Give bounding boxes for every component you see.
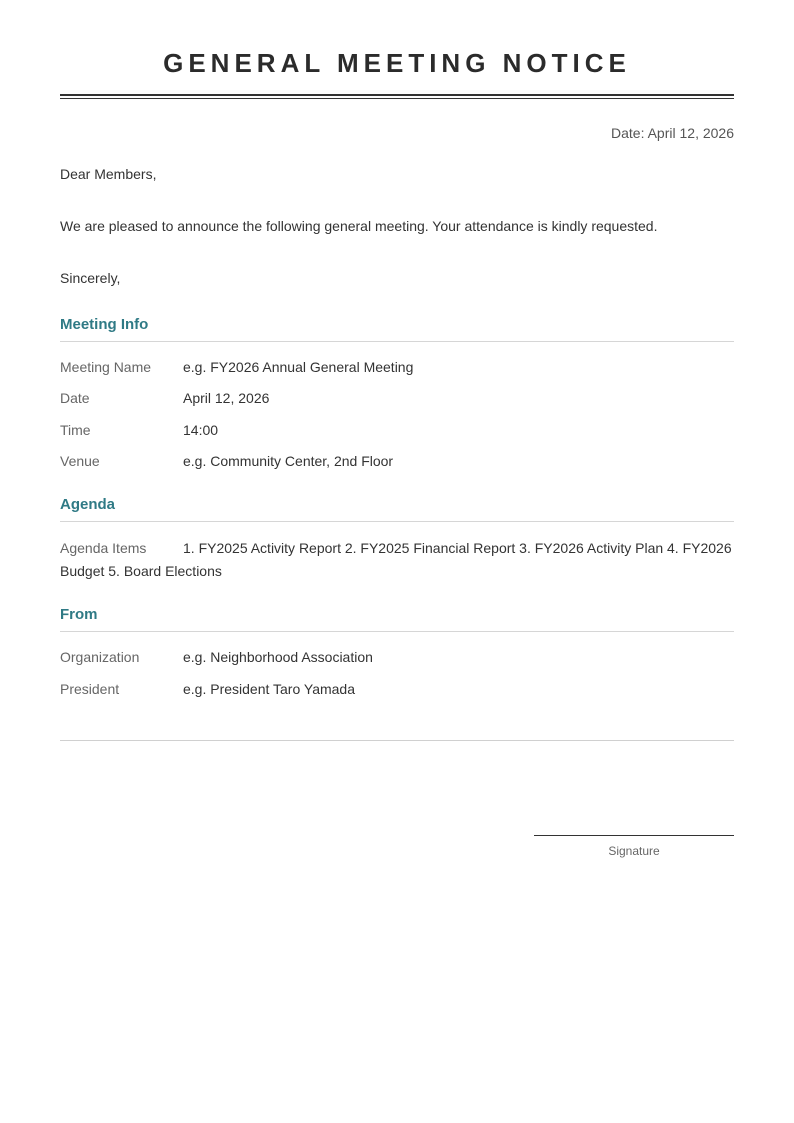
closing: Sincerely, xyxy=(60,270,121,286)
row-value: e.g. FY2026 Annual General Meeting xyxy=(183,359,414,375)
signature-line xyxy=(534,835,734,836)
row-value: April 12, 2026 xyxy=(183,390,270,406)
info-row-date xyxy=(60,387,734,410)
section-heading-agenda: Agenda xyxy=(60,496,734,522)
row-label: Agenda Items xyxy=(60,540,147,556)
date-label: Date: xyxy=(611,125,645,141)
row-label: President xyxy=(60,681,120,697)
greeting: Dear Members, xyxy=(60,166,157,182)
info-row-organization xyxy=(60,646,734,669)
info-row-time xyxy=(60,419,734,442)
info-row-venue xyxy=(60,450,734,473)
row-label: Meeting Name xyxy=(60,359,152,375)
section-heading-from: From xyxy=(60,606,734,632)
signature-label: Signature xyxy=(608,844,660,858)
info-row-meeting-name xyxy=(60,356,734,379)
row-label: Organization xyxy=(60,649,140,665)
date-value: April 12, 2026 xyxy=(647,125,734,141)
row-value: e.g. President Taro Yamada xyxy=(183,681,355,697)
row-label: Venue xyxy=(60,453,100,469)
info-row-president xyxy=(60,678,734,701)
row-value: e.g. Community Center, 2nd Floor xyxy=(183,453,394,469)
title-double-rule xyxy=(60,94,734,99)
section-heading-meeting-info: Meeting Info xyxy=(60,316,734,342)
row-value: 1. FY2025 Activity Report 2. FY2025 Financial Report 3. FY2026 Activity Plan 4. FY2026 Budget 5. Board Elections xyxy=(60,540,732,579)
document-title: GENERAL MEETING NOTICE xyxy=(163,48,631,78)
body-text: We are pleased to announce the following general meeting. Your attendance is kindly requested. xyxy=(60,218,658,234)
document-date xyxy=(611,125,734,141)
row-label: Time xyxy=(60,422,91,438)
footer-divider xyxy=(60,740,734,741)
info-row-agenda-items xyxy=(60,537,734,583)
row-value: 14:00 xyxy=(183,422,219,438)
row-label: Date xyxy=(60,390,90,406)
row-value: e.g. Neighborhood Association xyxy=(183,649,373,665)
